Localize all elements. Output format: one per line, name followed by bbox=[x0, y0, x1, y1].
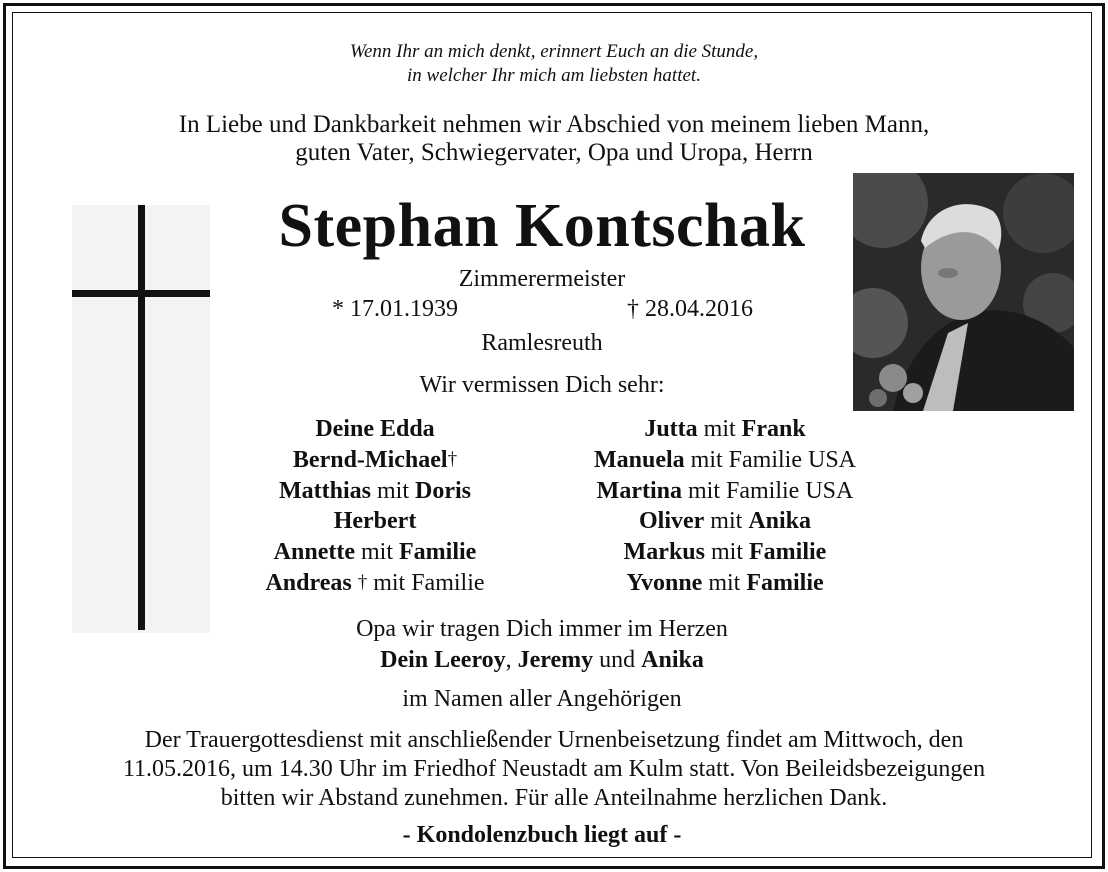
grandkids-line-2: Dein Leeroy, Jeremy und Anika bbox=[380, 647, 704, 673]
intro-line-2: guten Vater, Schwiegervater, Opa und Uropa, Herrn bbox=[295, 139, 813, 166]
list-item: Andreas † mit Familie bbox=[265, 569, 485, 596]
list-item: Matthias mit Doris bbox=[278, 477, 471, 504]
motto-line-2: in welcher Ihr mich am liebsten hattet. bbox=[407, 65, 701, 86]
cross-icon bbox=[72, 205, 210, 633]
list-item: Manuela mit Familie USA bbox=[593, 446, 856, 473]
intro-line-1: In Liebe und Dankbarkeit nehmen wir Abschied von meinem lieben Mann, bbox=[178, 111, 930, 138]
portrait-photo bbox=[853, 173, 1074, 411]
list-item: Oliver mit Anika bbox=[638, 508, 812, 535]
death-date: † 28.04.2016 bbox=[627, 296, 753, 322]
mourners-left bbox=[230, 414, 520, 599]
dagger-icon: † bbox=[447, 448, 458, 470]
mourners-right bbox=[545, 414, 905, 599]
motto-line-1: Wenn Ihr an mich denkt, erinnert Euch an die Stunde, bbox=[349, 41, 759, 62]
list-item: Bernd-Michael† bbox=[292, 446, 458, 473]
condolence-note: - Kondolenzbuch liegt auf - bbox=[402, 822, 682, 848]
profession: Zimmerermeister bbox=[458, 266, 626, 292]
list-item: Jutta mit Frank bbox=[644, 416, 806, 442]
list-item: Deine Edda bbox=[315, 416, 435, 442]
service-text: Der Trauergottesdienst mit anschließender Urnenbeisetzung findet am Mittwoch, den 11.05.2016, um 14.30 Uhr im Friedhof Neustadt am Kulm statt. Von Beileidsbezeigungen bitten wir Abstand zunehmen. Für alle Anteilnahme herzlichen Dank. bbox=[122, 727, 986, 811]
list-item: Herbert bbox=[333, 508, 417, 535]
grandkids-line-1: Opa wir tragen Dich immer im Herzen bbox=[356, 616, 728, 642]
dagger-icon: † bbox=[357, 571, 368, 593]
on-behalf: im Namen aller Angehörigen bbox=[402, 686, 682, 712]
list-item: Markus mit Familie bbox=[623, 539, 827, 566]
list-item: Annette mit Familie bbox=[273, 539, 477, 566]
miss-line: Wir vermissen Dich sehr: bbox=[419, 372, 665, 398]
list-item: Martina mit Familie USA bbox=[596, 477, 854, 504]
deceased-name: Stephan Kontschak bbox=[278, 192, 806, 260]
list-item: Yvonne mit Familie bbox=[626, 569, 824, 596]
place: Ramlesreuth bbox=[481, 330, 603, 356]
birth-date: * 17.01.1939 bbox=[332, 296, 458, 322]
